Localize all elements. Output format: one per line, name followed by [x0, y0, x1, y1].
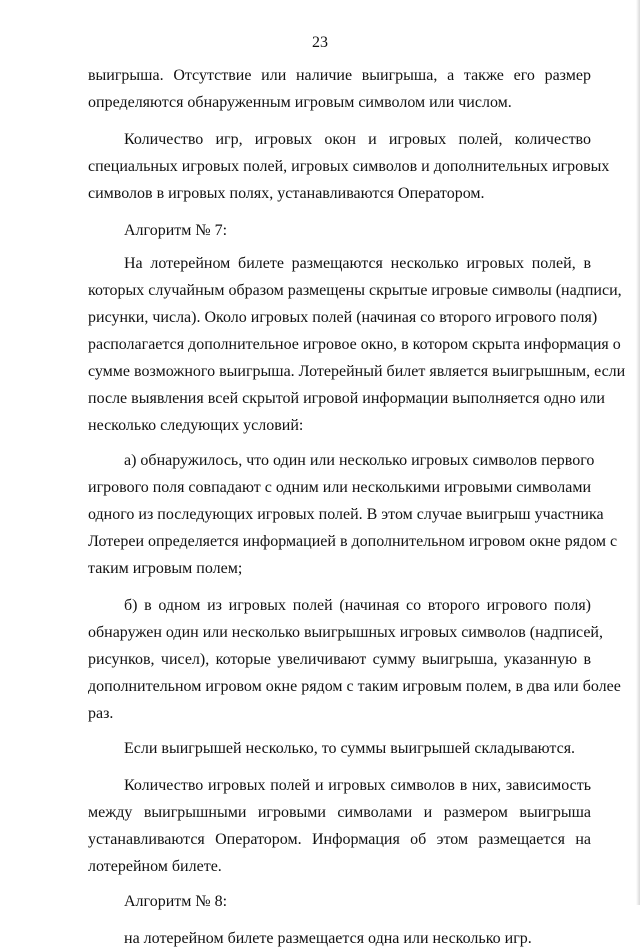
text-line: раз.: [88, 705, 114, 722]
text-line: игрового поля совпадают с одним или несколькими игровыми символами: [88, 479, 591, 496]
paragraph-gap: [88, 880, 591, 888]
text-line: б) в одном из игровых полей (начиная со второго игрового поля): [124, 597, 591, 614]
paragraph: [88, 592, 621, 727]
text-line: которых случайным образом размещены скрытые игровые символы (надписи,: [88, 282, 622, 299]
text-line: лотерейном билете.: [88, 858, 222, 875]
text-line: Алгоритм № 7:: [124, 222, 228, 239]
paragraph: [88, 447, 618, 582]
text-line: выигрыша. Отсутствие или наличие выигрыша, а также его размер: [88, 67, 591, 84]
text-line: Алгоритм № 8:: [124, 893, 228, 910]
text-line: специальных игровых полей, игровых символов и дополнительных игровых: [88, 158, 610, 175]
paragraph: [88, 126, 610, 207]
text-line: Количество игр, игровых окон и игровых полей, количество: [124, 131, 591, 148]
text-line: на лотерейном билете размещается одна или несколько игр.: [124, 930, 532, 947]
text-line: одного из последующих игровых полей. В этом случае выигрыш участника: [88, 506, 604, 523]
text-line: На лотерейном билете размещаются несколько игровых полей, в: [124, 255, 591, 272]
paragraph: [88, 888, 591, 915]
paragraph: [88, 772, 591, 880]
paragraph-gap: [88, 439, 591, 447]
text-line: обнаружен один или несколько выигрышных игровых символов (надписей,: [88, 624, 603, 641]
document-body: [88, 62, 626, 952]
paragraph-gap: [88, 116, 591, 126]
text-line: Количество игровых полей и игровых символов в них, зависимость: [124, 777, 591, 794]
text-line: а) обнаружилось, что один или несколько игровых символов первого: [124, 452, 595, 469]
paragraph-gap: [88, 762, 591, 772]
text-line: Если выигрышей несколько, то суммы выигрышей складываются.: [124, 740, 576, 757]
paragraph-gap: [88, 582, 591, 592]
scan-edge-shadow: [636, 0, 640, 905]
text-line: определяются обнаруженным игровым символом или числом.: [88, 94, 512, 111]
text-line: рисунков, чисел), которые увеличивают сумму выигрыша, указанную в: [88, 651, 591, 668]
text-line: устанавливаются Оператором. Информация об этом размещается на: [88, 831, 591, 848]
paragraph-gap: [88, 207, 591, 217]
text-line: между выигрышными игровыми символами и размером выигрыша: [88, 804, 591, 821]
paragraph: [88, 217, 591, 244]
text-line: Лотереи определяется информацией в дополнительном игровом окне рядом с: [88, 533, 618, 550]
paragraph: [88, 250, 626, 439]
paragraph-gap: [88, 915, 591, 925]
text-line: сумме возможного выигрыша. Лотерейный билет является выигрышным, если: [88, 363, 626, 380]
paragraph: [88, 62, 591, 116]
text-line: после выявления всей скрытой игровой информации выполняется одно или: [88, 390, 605, 407]
text-line: символов в игровых полях, устанавливаются Оператором.: [88, 185, 485, 202]
text-line: дополнительном игровом окне рядом с таким игровым полем, в два или более: [88, 678, 621, 695]
paragraph: [88, 735, 591, 762]
text-line: таким игровым полем;: [88, 560, 243, 577]
paragraph-gap: [88, 727, 591, 735]
text-line: рисунки, числа). Около игровых полей (начиная со второго игрового поля): [88, 309, 598, 326]
text-line: несколько следующих условий:: [88, 417, 304, 434]
page-number: 23: [312, 34, 328, 51]
text-line: располагается дополнительное игровое окно, в котором скрыта информация о: [88, 336, 621, 353]
paragraph: [88, 925, 591, 952]
